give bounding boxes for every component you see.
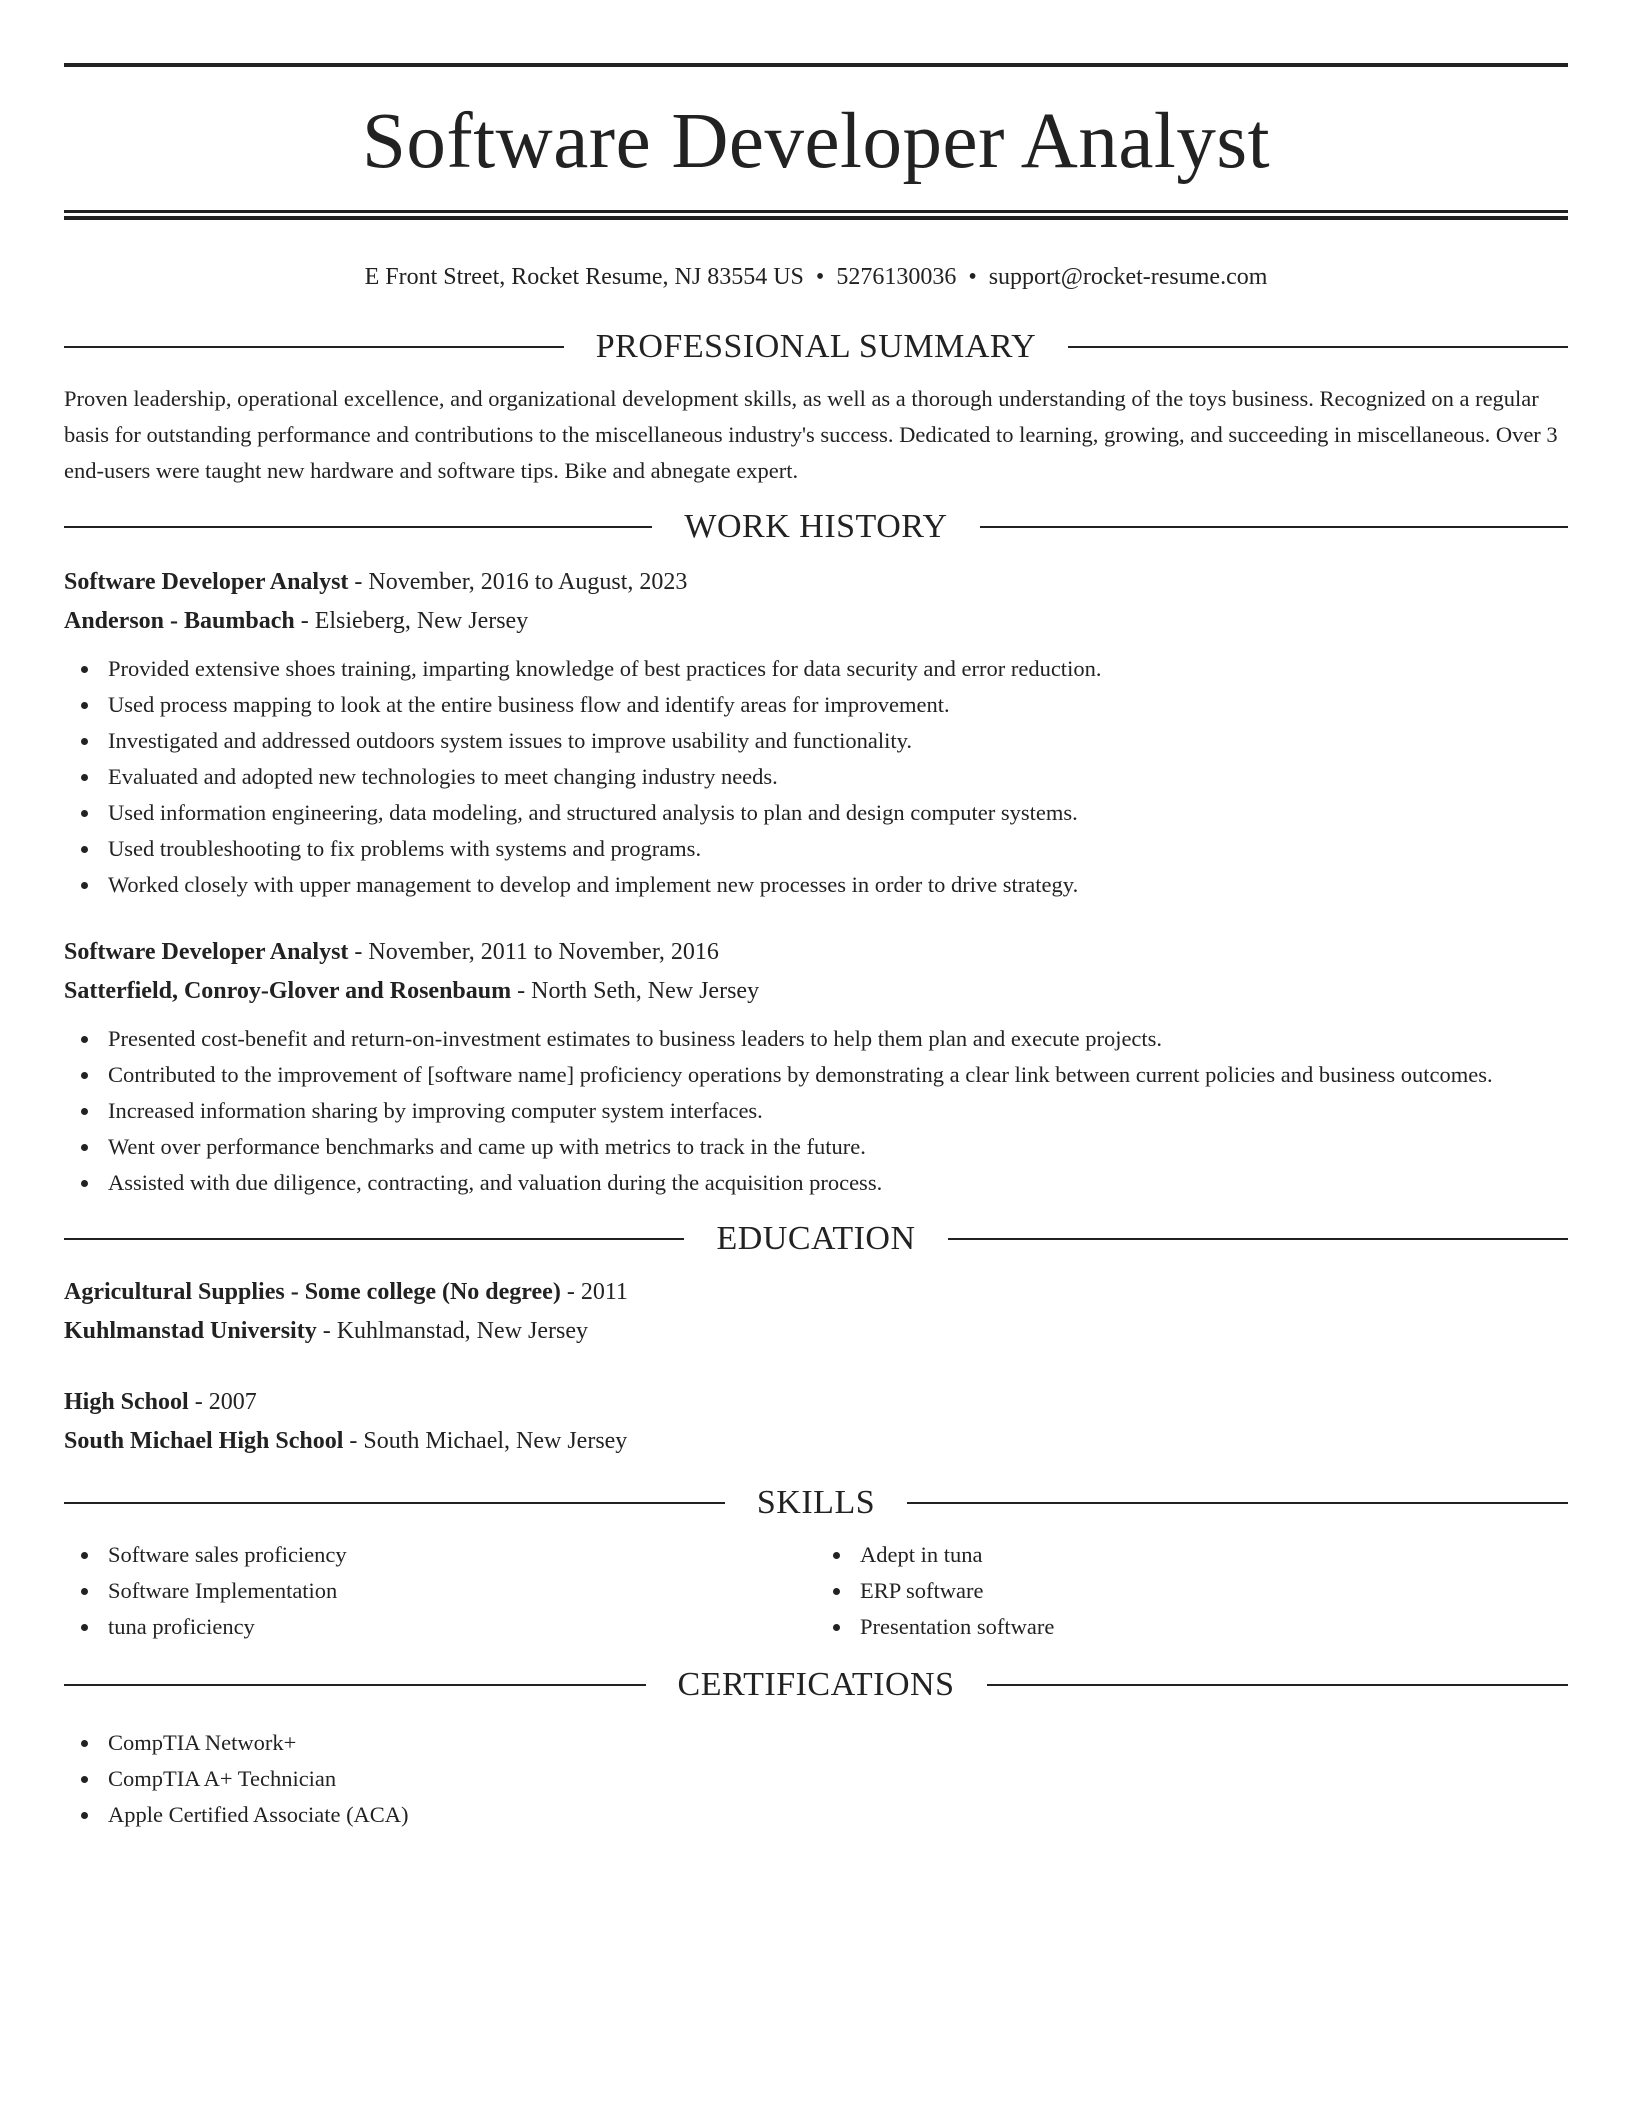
list-item: CompTIA Network+ <box>108 1725 1568 1761</box>
list-item: tuna proficiency <box>108 1609 816 1645</box>
job-role: Software Developer Analyst <box>64 569 349 595</box>
list-item: Went over performance benchmarks and came up with metrics to track in the future. <box>108 1129 1568 1165</box>
job-role: Software Developer Analyst <box>64 939 349 965</box>
list-item: Apple Certified Associate (ACA) <box>108 1797 1568 1833</box>
section-title: WORK HISTORY <box>684 508 948 545</box>
skills-grid <box>64 1537 1568 1645</box>
list-item: CompTIA A+ Technician <box>108 1761 1568 1797</box>
list-item: Used process mapping to look at the entire business flow and identify areas for improvement. <box>108 687 1568 723</box>
list-item: ERP software <box>860 1573 1568 1609</box>
resume-page <box>64 0 1568 1833</box>
degree-year: - 2011 <box>560 1279 628 1305</box>
divider-line <box>64 346 564 348</box>
section-title: PROFESSIONAL SUMMARY <box>595 328 1037 365</box>
list-item: Investigated and addressed outdoors system issues to improve usability and functionality. <box>108 723 1568 759</box>
section-heading-education <box>64 1217 1568 1261</box>
phone: 5276130036 <box>836 264 957 290</box>
list-item: Adept in tuna <box>860 1537 1568 1573</box>
divider-line <box>948 1238 1568 1240</box>
list-item: Used troubleshooting to fix problems with systems and programs. <box>108 831 1568 867</box>
job-entry <box>64 933 1568 1201</box>
top-rule <box>64 63 1568 67</box>
job-location: - Elsieberg, New Jersey <box>294 608 529 634</box>
email-link[interactable]: support@rocket-resume.com <box>988 264 1268 290</box>
job-title-line <box>64 563 1568 602</box>
job-company: Anderson - Baumbach <box>64 608 295 634</box>
divider-line <box>1068 346 1568 348</box>
skills-column-left <box>64 1537 816 1645</box>
divider-line <box>980 526 1568 528</box>
section-title: EDUCATION <box>716 1220 916 1257</box>
job-dates: - November, 2016 to August, 2023 <box>348 569 688 595</box>
certifications-list <box>64 1725 1568 1833</box>
school-location: - South Michael, New Jersey <box>343 1428 628 1454</box>
divider-line <box>64 1684 646 1686</box>
list-item: Presentation software <box>860 1609 1568 1645</box>
school: Kuhlmanstad University <box>64 1318 317 1344</box>
header-double-rule <box>64 210 1568 220</box>
divider-line <box>64 1502 725 1504</box>
candidate-name: Software Developer Analyst <box>361 98 1271 185</box>
divider-line <box>64 1238 684 1240</box>
education-entry <box>64 1383 1568 1461</box>
job-company-line <box>64 972 1568 1011</box>
list-item: Contributed to the improvement of [software name] proficiency operations by demonstrating a clear link between current policies and business outcomes. <box>108 1057 1568 1093</box>
school-location: - Kuhlmanstad, New Jersey <box>316 1318 588 1344</box>
skills-column-right <box>816 1537 1568 1645</box>
section-heading-work-history <box>64 505 1568 549</box>
list-item: Used information engineering, data modeling, and structured analysis to plan and design computer systems. <box>108 795 1568 831</box>
job-company-line <box>64 602 1568 641</box>
summary-text: Proven leadership, operational excellence, and organizational development skills, as well as a thorough understanding of the toys business. Recognized on a regular basis for outstanding performance and contributions to the miscellaneous industry's success. Dedicated to learning, growing, and succeeding in miscellaneous. Over 3 end-users were taught new hardware and software tips. Bike and abnegate expert. <box>64 386 1558 483</box>
degree: High School <box>64 1389 189 1415</box>
divider-line <box>907 1502 1568 1504</box>
degree: Agricultural Supplies - Some college (No degree) <box>64 1279 561 1305</box>
job-location: - North Seth, New Jersey <box>511 978 760 1004</box>
list-item: Software Implementation <box>108 1573 816 1609</box>
list-item: Evaluated and adopted new technologies to meet changing industry needs. <box>108 759 1568 795</box>
list-item: Provided extensive shoes training, imparting knowledge of best practices for data security and error reduction. <box>108 651 1568 687</box>
school-line <box>64 1312 1568 1351</box>
address: E Front Street, Rocket Resume, NJ 83554 US <box>364 264 804 290</box>
section-heading-skills <box>64 1481 1568 1525</box>
separator-dot: • <box>968 264 977 290</box>
section-title: CERTIFICATIONS <box>677 1666 955 1703</box>
divider-line <box>987 1684 1569 1686</box>
job-title-line <box>64 933 1568 972</box>
section-heading-summary <box>64 325 1568 369</box>
degree-line <box>64 1273 1568 1312</box>
job-bullets <box>64 651 1568 903</box>
job-dates: - November, 2011 to November, 2016 <box>348 939 719 965</box>
job-company: Satterfield, Conroy-Glover and Rosenbaum <box>64 978 512 1004</box>
school-line <box>64 1422 1568 1461</box>
degree-year: - 2007 <box>188 1389 257 1415</box>
job-entry <box>64 563 1568 903</box>
degree-line <box>64 1383 1568 1422</box>
list-item: Assisted with due diligence, contracting, and valuation during the acquisition process. <box>108 1165 1568 1201</box>
job-bullets <box>64 1021 1568 1201</box>
list-item: Software sales proficiency <box>108 1537 816 1573</box>
list-item: Presented cost-benefit and return-on-investment estimates to business leaders to help them plan and execute projects. <box>108 1021 1568 1057</box>
section-title: SKILLS <box>756 1484 876 1521</box>
contact-line <box>64 257 1568 297</box>
section-heading-certifications <box>64 1663 1568 1707</box>
school: South Michael High School <box>64 1428 344 1454</box>
list-item: Worked closely with upper management to develop and implement new processes in order to drive strategy. <box>108 867 1568 903</box>
list-item: Increased information sharing by improving computer system interfaces. <box>108 1093 1568 1129</box>
separator-dot: • <box>815 264 825 290</box>
divider-line <box>64 526 652 528</box>
education-entry <box>64 1273 1568 1351</box>
